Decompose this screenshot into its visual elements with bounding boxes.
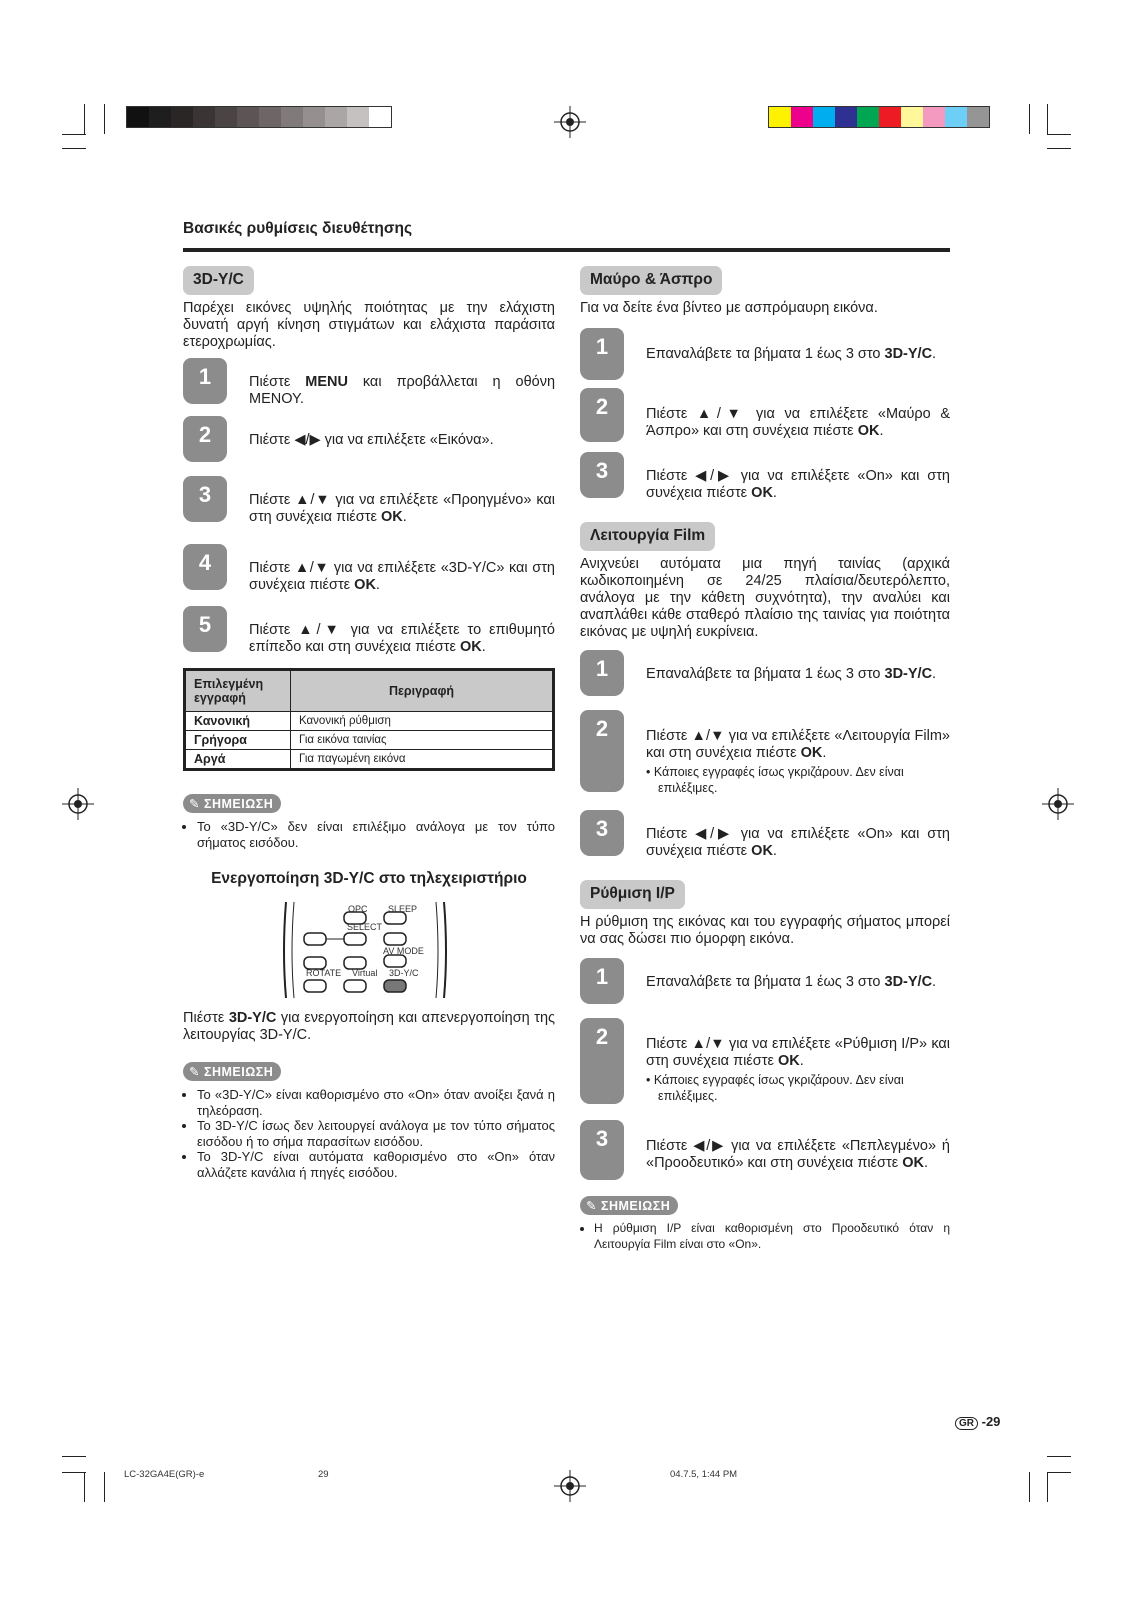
step-number: 3 (183, 476, 227, 522)
step-number: 1 (183, 358, 227, 404)
step-text: Πιέστε ▲/▼ για να επιλέξετε «Ρύθμιση I/P» και στη συνέχεια πιέστε OK. • Κάποιες εγγραφές ίσως γκριζάρουν. Δεν είναι επιλέξιμες. (646, 1036, 950, 1103)
calibration-swatch (835, 107, 857, 127)
crop-mark (1047, 1472, 1071, 1473)
step-text: Επαναλάβετε τα βήματα 1 έως 3 στο 3D-Y/C. (646, 666, 937, 682)
film-title-block (580, 522, 950, 551)
calibration-swatch (791, 107, 813, 127)
crop-mark (62, 1472, 86, 1473)
calibration-swatch (369, 107, 391, 127)
bw-intro (580, 300, 950, 317)
calibration-swatch (171, 107, 193, 127)
level-table (183, 668, 555, 771)
ip-title-block (580, 880, 950, 909)
step-text: Πιέστε ▲/▼ για να επιλέξετε το επιθυμητό επίπεδο και στη συνέχεια πιέστε OK. (249, 622, 555, 655)
remote-label-virtual: Virtual (352, 968, 378, 978)
intro-text: Ανιχνεύει αυτόματα μια πηγή ταινίας (αρχικά κωδικοποιημένη σε 24/25 πλαίσια/δευτερόλεπτο, ανάλογα με την κάθετη συχνότητα), την αναλύει και αναπλάθει κάθε σταθερό πλαίσιο της ταινίας για ποιότητα εικόνας με υψηλή ευκρίνεια. (580, 556, 950, 640)
step-number: 1 (580, 328, 624, 380)
crop-mark (1029, 104, 1030, 134)
intro-text: Για να δείτε ένα βίντεο με ασπρόμαυρη εικόνα. (580, 300, 878, 316)
calibration-swatch (325, 107, 347, 127)
table-row (185, 750, 554, 770)
step-subnote: • Κάποιες εγγραφές ίσως γκριζάρουν. Δεν είναι επιλέξιμες. (646, 765, 904, 795)
note-block-2 (183, 1062, 555, 1180)
note-item: • Η ρύθμιση I/P είναι καθορισμένη στο Προοδευτικό όταν η Λειτουργία Film είναι στο «On». (594, 1221, 950, 1252)
page-number: GR -29 (955, 1414, 1000, 1430)
crop-mark (1047, 148, 1071, 149)
crop-mark (104, 1472, 105, 1502)
language-badge: GR (955, 1417, 978, 1430)
section-title-black-white: Μαύρο & Άσπρο (580, 266, 722, 295)
step-number: 3 (580, 810, 624, 856)
step-text: Πιέστε ▲/▼ για να επιλέξετε «Λειτουργία Film» και στη συνέχεια πιέστε OK. • Κάποιες εγγραφές ίσως γκριζάρουν. Δεν είναι επιλέξιμες. (646, 728, 950, 795)
calibration-swatch (127, 107, 149, 127)
note-item: • Το «3D-Y/C» είναι καθορισμένο στο «On» όταν ανοίξει ξανά η τηλεόραση. (197, 1087, 555, 1118)
crop-mark (104, 104, 105, 134)
note-block (183, 794, 555, 850)
step-text: Πιέστε ▲/▼ για να επιλέξετε «3D-Y/C» και στη συνέχεια πιέστε OK. (249, 560, 555, 593)
section-title-3dyc: 3D-Y/C (183, 266, 254, 295)
pencil-icon: ✎ (586, 1199, 597, 1213)
table-cell: Γρήγορα (185, 731, 291, 750)
step-number: 3 (580, 1120, 624, 1180)
step-subnote: • Κάποιες εγγραφές ίσως γκριζάρουν. Δεν είναι επιλέξιμες. (646, 1073, 904, 1103)
step-number: 5 (183, 606, 227, 652)
calibration-swatch (259, 107, 281, 127)
color-calibration-bar (768, 106, 990, 128)
table-cell: Για παγωμένη εικόνα (291, 750, 554, 770)
pencil-icon: ✎ (189, 1065, 200, 1079)
header-rule (183, 248, 950, 252)
note-list (183, 1087, 555, 1180)
pencil-icon: ✎ (189, 797, 200, 811)
note-badge: ✎ ΣΗΜΕΙΩΣΗ (183, 794, 281, 813)
left-intro (183, 300, 555, 351)
calibration-swatch (901, 107, 923, 127)
table-cell: Για εικόνα ταινίας (291, 731, 554, 750)
crop-mark (62, 1456, 86, 1457)
table-cell: Κανονική ρύθμιση (291, 712, 554, 731)
note-badge: ✎ ΣΗΜΕΙΩΣΗ (183, 1062, 281, 1081)
remote-label-av-mode: AV MODE (383, 946, 424, 956)
step-number: 1 (580, 650, 624, 696)
grayscale-calibration-bar (126, 106, 392, 128)
note-item: • Το «3D-Y/C» δεν είναι επιλέξιμο ανάλογα με τον τύπο σήματος εισόδου. (197, 819, 555, 850)
remote-label-opc: OPC (348, 904, 368, 914)
note-list (183, 819, 555, 850)
ip-intro (580, 914, 950, 948)
calibration-swatch (945, 107, 967, 127)
calibration-swatch (347, 107, 369, 127)
remote-heading-block (183, 870, 555, 888)
footer-model: LC-32GA4E(GR)-e (124, 1469, 205, 1480)
remote-label-sleep: SLEEP (388, 904, 418, 914)
remote-label-3dyc: 3D-Y/C (389, 968, 419, 978)
step-number: 3 (580, 452, 624, 498)
calibration-swatch (281, 107, 303, 127)
crop-mark (1047, 104, 1048, 134)
note-badge: ✎ ΣΗΜΕΙΩΣΗ (580, 1196, 678, 1215)
table-header: Περιγραφή (291, 670, 554, 712)
note-list (580, 1221, 950, 1252)
crop-mark (1029, 1472, 1030, 1502)
step-text: Πιέστε ◀/▶ για να επιλέξετε «Εικόνα». (249, 432, 494, 448)
step-number: 1 (580, 958, 624, 1004)
table-row (185, 712, 554, 731)
step-text: Πιέστε ▲/▼ για να επιλέξετε «Προηγμένο» και στη συνέχεια πιέστε OK. (249, 492, 555, 525)
step-text: Πιέστε ◀/▶ για να επιλέξετε «On» και στη συνέχεια πιέστε OK. (646, 826, 950, 859)
remote-description (183, 1010, 555, 1044)
crop-mark (1047, 1472, 1048, 1502)
calibration-swatch (967, 107, 989, 127)
step-number: 2 (580, 388, 624, 442)
remote-control-illustration (280, 902, 450, 998)
registration-target-icon (62, 788, 94, 820)
remote-label-select: SELECT (347, 922, 383, 932)
note-item: • Το 3D-Y/C ίσως δεν λειτουργεί ανάλογα με τον τύπο σήματος εισόδου ή το σήμα παρασίτων εισόδου. (197, 1118, 555, 1149)
calibration-swatch (303, 107, 325, 127)
step-number: 2 (580, 1018, 624, 1104)
remote-text: Πιέστε 3D-Y/C για ενεργοποίηση και απενεργοποίηση της λειτουργίας 3D-Y/C. (183, 1010, 555, 1043)
registration-target-icon (554, 1470, 586, 1502)
crop-mark (1047, 134, 1071, 135)
step-text: Πιέστε ◀/▶ για να επιλέξετε «Πεπλεγμένο» ή «Προοδευτικό» και στη συνέχεια πιέστε OK. (646, 1138, 950, 1171)
intro-text: Παρέχει εικόνες υψηλής ποιότητας με την ελάχιστη δυνατή αργή κίνηση στιγμάτων και ελάχιστα παράσιτα ετεροχρωμίας. (183, 300, 555, 350)
crop-mark (1047, 1456, 1071, 1457)
bw-title-block (580, 266, 950, 295)
remote-label-rotate: ROTATE (306, 968, 342, 978)
section-title-film-mode: Λειτουργία Film (580, 522, 715, 551)
calibration-swatch (879, 107, 901, 127)
step-number: 4 (183, 544, 227, 590)
step-text: Πιέστε ◀/▶ για να επιλέξετε «On» και στη συνέχεια πιέστε OK. (646, 468, 950, 501)
calibration-swatch (813, 107, 835, 127)
step-text: Επαναλάβετε τα βήματα 1 έως 3 στο 3D-Y/C. (646, 346, 937, 362)
step-number: 2 (580, 710, 624, 792)
footer-datetime: 04.7.5, 1:44 PM (670, 1469, 738, 1480)
intro-text: Η ρύθμιση της εικόνας και του εγγραφής σήματος μπορεί να σας δώσει πιο όμορφη εικόνα. (580, 914, 950, 947)
step-text: Πιέστε ▲/▼ για να επιλέξετε «Μαύρο & Άσπρο» και στη συνέχεια πιέστε OK. (646, 406, 950, 439)
footer-sheet-number: 29 (318, 1469, 329, 1480)
ip-note-block (580, 1196, 950, 1252)
calibration-swatch (237, 107, 259, 127)
crop-mark (62, 134, 86, 135)
step-text: Επαναλάβετε τα βήματα 1 έως 3 στο 3D-Y/C. (646, 974, 937, 990)
calibration-swatch (923, 107, 945, 127)
registration-target-icon (1042, 788, 1074, 820)
left-column (183, 266, 555, 295)
section-title-ip-setting: Ρύθμιση I/P (580, 880, 685, 909)
table-cell: Κανονική (185, 712, 291, 731)
calibration-swatch (193, 107, 215, 127)
crop-mark (84, 104, 85, 134)
registration-target-icon (554, 106, 586, 138)
calibration-swatch (215, 107, 237, 127)
table-row (185, 731, 554, 750)
crop-mark (62, 148, 86, 149)
calibration-swatch (149, 107, 171, 127)
table-cell: Αργά (185, 750, 291, 770)
table-header: Επιλεγμένη εγγραφή (185, 670, 291, 712)
remote-heading: Ενεργοποίηση 3D-Y/C στο τηλεχειριστήριο (211, 870, 527, 887)
calibration-swatch (857, 107, 879, 127)
step-text: Πιέστε MENU και προβάλλεται η οθόνη ΜΕΝΟΥ. (249, 374, 556, 407)
crop-mark (84, 1472, 85, 1502)
page-title: Βασικές ρυθμίσεις διευθέτησης (183, 220, 413, 237)
note-item: • Το 3D-Y/C είναι αυτόματα καθορισμένο στο «On» όταν αλλάζετε κανάλια ή πηγές εισόδου. (197, 1149, 555, 1180)
calibration-swatch (769, 107, 791, 127)
film-intro (580, 556, 950, 641)
step-number: 2 (183, 416, 227, 462)
